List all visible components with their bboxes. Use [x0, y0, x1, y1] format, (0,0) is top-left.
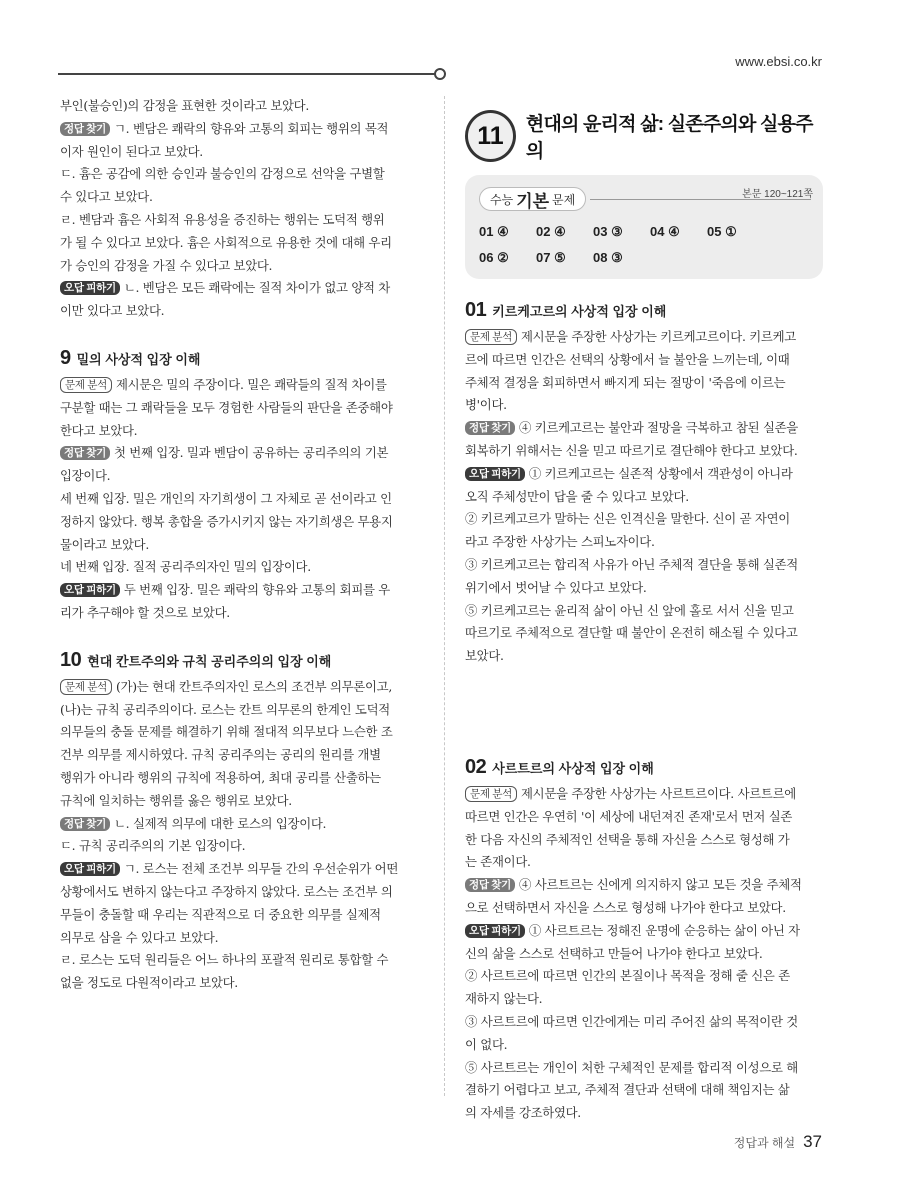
q8-explanation — [60, 118, 420, 323]
text-line — [465, 326, 823, 349]
line-text: 으로 선택하면서 자신을 스스로 형성해 나가야 한다고 보았다. — [465, 899, 786, 915]
text-line — [465, 1102, 823, 1125]
line-text: 가 될 수 있다고 보았다. 흄은 사회적으로 유용한 것에 대해 우리 — [60, 234, 392, 250]
text-line — [60, 881, 420, 904]
line-text: 행위가 아니라 행위의 규칙에 적용하여, 최대 공리를 산출하는 — [60, 769, 381, 785]
q9-number: 9 — [60, 346, 71, 369]
line-text: 세 번째 입장. 밀은 개인의 자기희생이 그 자체로 곧 선이라고 인 — [60, 490, 392, 506]
text-line — [465, 1034, 823, 1057]
line-text: 라고 주장한 사상가는 스피노자이다. — [465, 534, 655, 550]
line-text: 주체적 결정을 회피하면서 빠지게 되는 절망이 '죽음에 이르는 — [465, 374, 786, 390]
text-line — [60, 927, 420, 950]
line-text: 의무들의 충돌 문제를 해결하기 위해 절대적 의무보다 느슨한 조 — [60, 724, 393, 740]
answer-key-label-post: 문제 — [552, 192, 576, 207]
text-line — [465, 622, 823, 645]
text-line — [465, 463, 823, 486]
line-text: ㄷ. 흄은 공감에 의한 승인과 불승인의 감정으로 선악을 구별할 — [60, 166, 385, 182]
text-line — [60, 579, 420, 602]
line-text: 오직 주체성만이 답을 줄 수 있다고 보았다. — [465, 488, 689, 504]
line-text: 위기에서 벗어날 수 있다고 보았다. — [465, 579, 647, 595]
q02-title: 사르트르의 사상적 입장 이해 — [492, 760, 654, 776]
answer-key-item: 02 ④ — [536, 224, 566, 239]
text-line — [60, 277, 420, 300]
line-text: 두 번째 입장. 밀은 쾌락의 향유와 고통의 회피를 우 — [123, 582, 390, 598]
wrong-badge: 오답 피하기 — [60, 281, 120, 295]
q02-explanation — [465, 783, 823, 1125]
right-column — [465, 95, 823, 1125]
line-text: 는 존재이다. — [465, 854, 531, 870]
text-line — [60, 858, 420, 881]
q02-heading — [465, 756, 823, 779]
text-line — [60, 904, 420, 927]
text-line — [465, 783, 823, 806]
line-text: 따르면 인간은 우연히 '이 세상에 내던져진 존재'로서 먼저 실존 — [465, 808, 793, 824]
text-line — [60, 186, 420, 209]
line-text: 보았다. — [465, 648, 504, 664]
q9-explanation — [60, 374, 420, 625]
text-line — [465, 600, 823, 623]
answer-key-label-pre: 수능 — [490, 192, 514, 207]
line-text: ㄴ. 벤담은 모든 쾌락에는 질적 차이가 없고 양적 차 — [123, 280, 390, 296]
text-line — [465, 806, 823, 829]
answer-key-item: 08 ③ — [593, 250, 623, 265]
text-line — [60, 374, 420, 397]
line-text: ② 사르트르에 따르면 인간의 본질이나 목적을 정해 줄 신은 존 — [465, 968, 790, 984]
text-line — [60, 300, 420, 323]
line-text: 입장이다. — [60, 468, 111, 484]
q01-number: 01 — [465, 299, 487, 321]
text-line — [60, 744, 420, 767]
line-text: ③ 사르트르에 따르면 인간에게는 미리 주어진 삶의 목적이란 것 — [465, 1013, 798, 1029]
line-text: 재하지 않는다. — [465, 991, 543, 1007]
line-text: 회복하기 위해서는 신을 믿고 따르기로 결단해야 한다고 보았다. — [465, 442, 798, 458]
text-line — [465, 965, 823, 988]
line-text: 정하지 않았다. 행복 총합을 증가시키지 않는 자기희생은 무용지 — [60, 513, 393, 529]
text-line — [465, 508, 823, 531]
q01-title: 키르케고르의 사상적 입장 이해 — [492, 304, 667, 319]
text-line — [465, 1079, 823, 1102]
analysis-badge: 문제 분석 — [60, 377, 112, 393]
wrong-badge: 오답 피하기 — [465, 924, 525, 938]
line-text: 물이라고 보았다. — [60, 536, 149, 552]
answer-badge: 정답 찾기 — [465, 878, 515, 892]
analysis-badge: 문제 분석 — [465, 329, 517, 345]
q9-heading — [60, 347, 420, 370]
q10-number: 10 — [60, 648, 82, 671]
answer-key-item: 03 ③ — [593, 224, 623, 239]
answer-key-page-ref: 본문 120~121쪽 — [742, 189, 813, 200]
q8-continued — [60, 95, 420, 118]
line-text: ④ 사르트르는 신에게 의지하지 않고 모든 것을 주체적 — [519, 877, 802, 893]
line-text: 가 승인의 감정을 가질 수 있다고 보았다. — [60, 257, 273, 273]
line-text: (가)는 현대 칸트주의자인 로스의 조건부 의무론이고, — [116, 678, 392, 694]
q10-heading — [60, 649, 420, 672]
footer-label: 정답과 해설 — [733, 1136, 796, 1150]
q02-number: 02 — [465, 755, 487, 778]
line-text: ㄹ. 로스는 도덕 원리들은 어느 하나의 포괄적 원리로 통합할 수 — [60, 952, 389, 968]
line-text: 건부 의무를 제시하였다. 규칙 공리주의는 공리의 원리를 개별 — [60, 747, 381, 763]
answer-key-label-main: 기본 — [516, 191, 550, 211]
text-line — [465, 531, 823, 554]
line-text: 규칙에 일치하는 행위를 옳은 행위로 보았다. — [60, 792, 292, 808]
line-text: ① 사르트르는 정해진 운명에 순응하는 삶이 아닌 자 — [528, 922, 800, 938]
answer-badge: 정답 찾기 — [465, 421, 515, 435]
line-text: 결하기 어렵다고 보고, 주체적 결단과 선택에 대해 책임지는 삶 — [465, 1082, 790, 1098]
line-text: ㄱ. 벤담은 쾌락의 향유와 고통의 회피는 행위의 목적 — [114, 120, 389, 136]
text-line — [60, 163, 420, 186]
text-line — [60, 511, 420, 534]
line-text: ㄴ. 실제적 의무에 대한 로스의 입장이다. — [114, 815, 327, 831]
unit-header — [465, 109, 823, 163]
line-text: (나)는 규칙 공리주의이다. 로스는 칸트 의무론의 한계인 도덕적 — [60, 701, 390, 717]
text-line — [465, 577, 823, 600]
line-text: 병'이다. — [465, 397, 507, 413]
text-line — [465, 554, 823, 577]
line-text: ㄹ. 벤담과 흄은 사회적 유용성을 증진하는 행위는 도덕적 행위 — [60, 211, 385, 227]
text-line — [465, 372, 823, 395]
answer-badge: 정답 찾기 — [60, 122, 110, 136]
text-line — [465, 920, 823, 943]
text-line — [60, 949, 420, 972]
text-line — [60, 255, 420, 278]
text-line — [60, 442, 420, 465]
text-line — [60, 488, 420, 511]
line-text: 따르기로 주체적으로 결단할 때 불안이 온전히 해소될 수 있다고 — [465, 625, 798, 641]
text-line — [60, 534, 420, 557]
text-line — [60, 790, 420, 813]
wrong-badge: 오답 피하기 — [60, 862, 120, 876]
answer-key-item: 06 ② — [479, 250, 509, 265]
text-line — [60, 232, 420, 255]
text-line — [60, 813, 420, 836]
text-line — [465, 417, 823, 440]
page-number: 37 — [803, 1132, 822, 1151]
q10-explanation — [60, 676, 420, 995]
line-text: 신의 삶을 스스로 선택하고 만들어 나가야 한다고 보았다. — [465, 945, 763, 961]
text-line — [465, 829, 823, 852]
text-line — [60, 972, 420, 995]
unit-title: 현대의 윤리적 삶: 실존주의와 실용주의 — [525, 114, 813, 162]
answer-key-item: 01 ④ — [479, 224, 509, 239]
text-line — [465, 851, 823, 874]
line-text: 네 번째 입장. 질적 공리주의자인 밀의 입장이다. — [60, 559, 311, 575]
unit-number: 11 — [465, 110, 516, 162]
text-line — [465, 1057, 823, 1080]
answer-key-item: 05 ① — [707, 224, 737, 239]
line-text: ⑤ 사르트르는 개인이 처한 구체적인 문제를 합리적 이성으로 해 — [465, 1059, 798, 1075]
left-column — [60, 95, 420, 995]
site-url[interactable]: www.ebsi.co.kr — [735, 54, 822, 69]
answer-key-tag — [479, 187, 586, 211]
line-text: ① 키르케고르는 실존적 상황에서 객관성이 아니라 — [528, 465, 793, 481]
line-text: 의 자세를 강조하였다. — [465, 1105, 581, 1121]
text-line — [60, 397, 420, 420]
line-text: 한 다음 자신의 주체적인 선택을 통해 자신을 스스로 형성해 가 — [465, 831, 790, 847]
answer-key-grid — [479, 219, 811, 271]
text-line — [60, 676, 420, 699]
header-rule-dot — [434, 68, 446, 80]
text-line — [60, 835, 420, 858]
line-text: 의무로 삼을 수 있다고 보았다. — [60, 929, 219, 945]
text-line — [60, 95, 420, 118]
analysis-badge: 문제 분석 — [60, 679, 112, 695]
text-line — [60, 699, 420, 722]
line-text: 제시문을 주장한 사상가는 키르케고르이다. 키르케고 — [521, 329, 796, 344]
line-text: 이자 원인이 된다고 보았다. — [60, 143, 203, 159]
line-text: 제시문은 밀의 주장이다. 밀은 쾌락들의 질적 차이를 — [116, 376, 387, 392]
text-line — [465, 645, 823, 668]
analysis-badge: 문제 분석 — [465, 786, 517, 802]
line-text: 한다고 보았다. — [60, 422, 138, 438]
line-text: 구분할 때는 그 쾌락들을 모두 경험한 사람들의 판단을 존중해야 — [60, 399, 393, 415]
line-text: 수 있다고 보았다. — [60, 189, 153, 205]
line-text: 이 없다. — [465, 1036, 508, 1052]
answer-badge: 정답 찾기 — [60, 817, 110, 831]
text-line — [465, 394, 823, 417]
text-line — [60, 465, 420, 488]
line-text: 르에 따르면 인간은 선택의 상황에서 늘 불안을 느끼는데, 이때 — [465, 351, 790, 367]
line-text: ④ 키르케고르는 불안과 절망을 극복하고 참된 실존을 — [519, 420, 798, 436]
line-text: ㄷ. 규칙 공리주의의 기본 입장이다. — [60, 838, 246, 854]
line-text: 첫 번째 입장. 밀과 벤담이 공유하는 공리주의의 기본 — [114, 445, 389, 461]
line-text: ⑤ 키르케고르는 윤리적 삶이 아닌 신 앞에 홀로 서서 신을 믿고 — [465, 602, 794, 618]
text-line — [60, 602, 420, 625]
text-line — [465, 988, 823, 1011]
line-text: ③ 키르케고르는 합리적 사유가 아닌 주체적 결단을 통해 실존적 — [465, 556, 798, 572]
page-footer — [734, 1132, 822, 1152]
answer-key-item: 04 ④ — [650, 224, 680, 239]
text-line — [60, 721, 420, 744]
text-line — [465, 943, 823, 966]
q10-title: 현대 칸트주의와 규칙 공리주의의 입장 이해 — [87, 653, 332, 669]
text-line — [60, 420, 420, 443]
line-text: 부인(불승인)의 감정을 표현한 것이라고 보았다. — [60, 98, 309, 113]
text-line — [60, 556, 420, 579]
line-text: 무들이 충돌할 때 우리는 직관적으로 더 중요한 의무를 실제적 — [60, 906, 381, 922]
q01-explanation — [465, 326, 823, 668]
line-text: 제시문을 주장한 사상가는 사르트르이다. 사르트르에 — [521, 785, 796, 801]
line-text: 상황에서도 변하지 않는다고 주장하지 않았다. 로스는 조건부 의 — [60, 883, 393, 899]
header-rule — [58, 73, 440, 75]
column-divider — [444, 96, 445, 1096]
text-line — [465, 897, 823, 920]
wrong-badge: 오답 피하기 — [465, 467, 525, 481]
line-text: 리가 추구해야 할 것으로 보았다. — [60, 604, 230, 620]
wrong-badge: 오답 피하기 — [60, 583, 120, 597]
text-line — [60, 141, 420, 164]
text-line — [60, 767, 420, 790]
text-line — [465, 874, 823, 897]
text-line — [60, 209, 420, 232]
text-line — [465, 1011, 823, 1034]
answer-key-box — [465, 175, 823, 279]
answer-badge: 정답 찾기 — [60, 446, 110, 460]
line-text: 없을 정도로 다원적이라고 보았다. — [60, 975, 238, 991]
line-text: ㄱ. 로스는 전체 조건부 의무들 간의 우선순위가 어떤 — [123, 861, 399, 877]
q9-title: 밀의 사상적 입장 이해 — [76, 351, 201, 367]
line-text: ② 키르케고르가 말하는 신은 인격신을 말한다. 신이 곧 자연이 — [465, 511, 790, 527]
text-line — [60, 118, 420, 141]
text-line — [465, 440, 823, 463]
line-text: 이만 있다고 보았다. — [60, 303, 165, 319]
text-line — [465, 486, 823, 509]
text-line — [465, 349, 823, 372]
answer-key-item: 07 ⑤ — [536, 250, 566, 265]
q01-heading — [465, 299, 823, 322]
